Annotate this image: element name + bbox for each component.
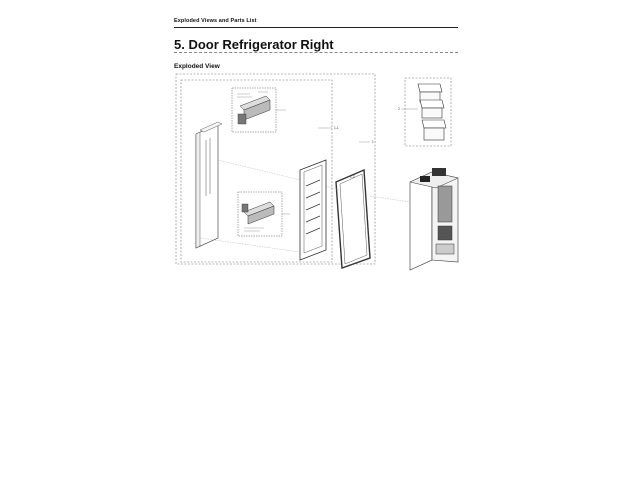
lower-detail-box [238, 192, 290, 236]
callout-baskets: 2 [398, 107, 400, 111]
door-bin-middle [420, 100, 444, 118]
refrigerator-cabinet [410, 168, 458, 270]
section-title: 5. Door Refrigerator Right [174, 37, 334, 52]
subsection-title: Exploded View [174, 63, 220, 70]
callout-main-assembly: 1 [372, 140, 374, 144]
door-panel [196, 122, 222, 248]
door-gasket [336, 170, 370, 268]
callout-door-sub: 1-1 [334, 126, 339, 130]
callout-gasket: 1-2 [350, 175, 355, 179]
door-liner [300, 160, 326, 260]
door-bin-bottom [422, 120, 446, 140]
running-header: Exploded Views and Parts List [174, 18, 257, 24]
upper-detail-box [232, 88, 286, 132]
door-bin-top [418, 84, 442, 102]
